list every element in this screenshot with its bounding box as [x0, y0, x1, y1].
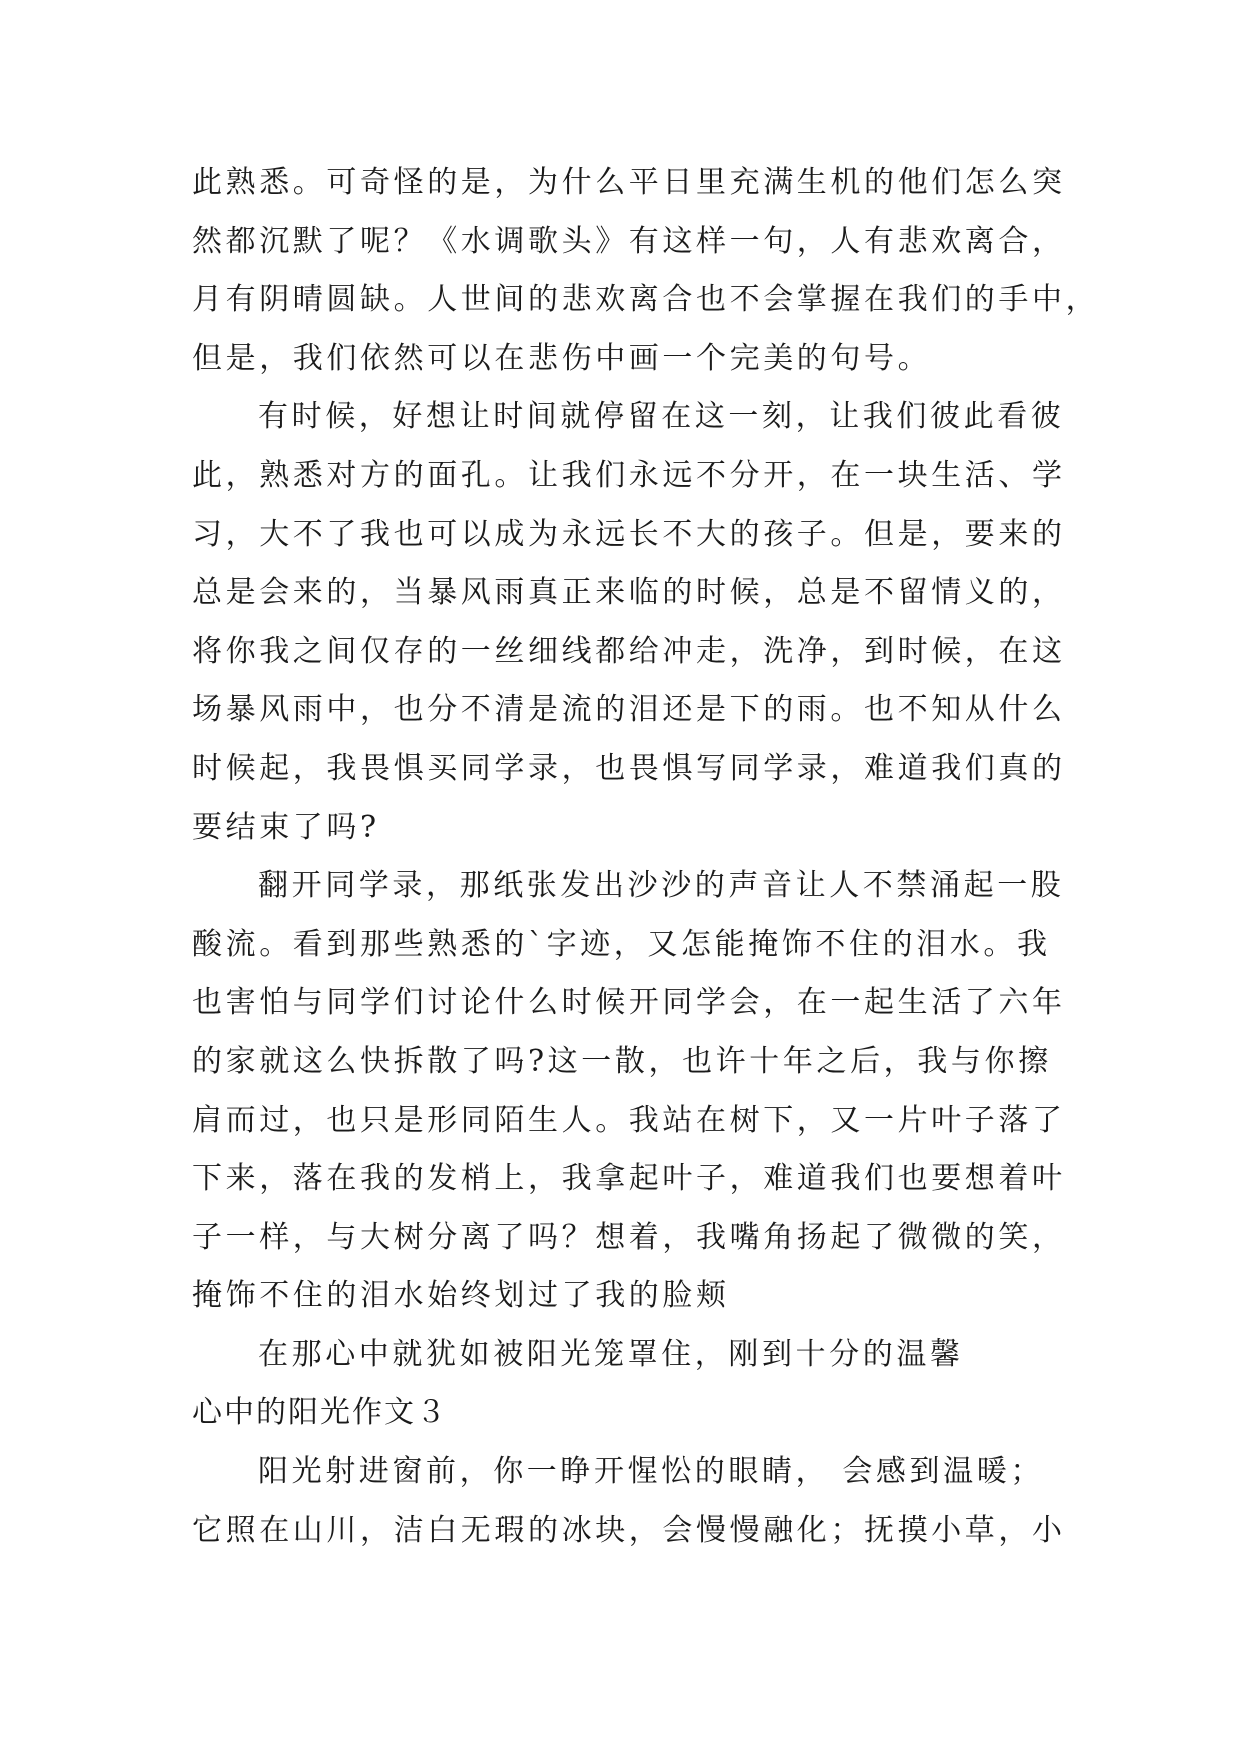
- text-line: 酸流。看到那些熟悉的`字迹，又怎能掩饰不住的泪水。我: [192, 926, 1051, 962]
- text-line: 有时候，好想让时间就停留在这一刻，让我们彼此看彼: [258, 399, 1065, 435]
- text-line: 此，熟悉对方的面孔。让我们永远不分开，在一块生活、学: [192, 457, 1066, 493]
- text-line: 子一样，与大树分离了吗？想着，我嘴角扬起了微微的笑，: [192, 1219, 1066, 1255]
- text-line: 要结束了吗?: [192, 809, 380, 845]
- text-line: 此熟悉。可奇怪的是，为什么平日里充满生机的他们怎么突: [192, 165, 1066, 200]
- text-line: 掩饰不住的泪水始终划过了我的脸颊: [192, 1278, 730, 1314]
- text-line: 将你我之间仅存的一丝细线都给冲走，洗净，到时候，在这: [192, 633, 1066, 669]
- text-line: 下来，落在我的发梢上，我拿起叶子，难道我们也要想着叶: [192, 1161, 1066, 1197]
- text-line: 总是会来的，当暴风雨真正来临的时候，总是不留情义的，: [192, 575, 1066, 611]
- text-line: 但是，我们依然可以在悲伤中画一个完美的句号。: [192, 340, 932, 376]
- text-line: 在那心中就犹如被阳光笼罩住，刚到十分的温馨: [258, 1336, 964, 1372]
- text-line: 时候起，我畏惧买同学录，也畏惧写同学录，难道我们真的: [192, 750, 1066, 786]
- text-line: 然都沉默了呢？《水调歌头》有这样一句，人有悲欢离合，: [192, 223, 1066, 259]
- text-line: 的家就这么快拆散了吗?这一散，也许十年之后，我与你擦: [192, 1043, 1052, 1079]
- text-line: 肩而过，也只是形同陌生人。我站在树下，又一片叶子落了: [192, 1102, 1066, 1138]
- section-heading: 心中的阳光作文３: [192, 1395, 448, 1431]
- text-line: 翻开同学录，那纸张发出沙沙的声音让人不禁涌起一股: [258, 868, 1065, 904]
- text-line: 场暴风雨中，也分不清是流的泪还是下的雨。也不知从什么: [192, 692, 1066, 728]
- document-body: [192, 154, 1100, 1560]
- text-line: 也害怕与同学们讨论什么时候开同学会，在一起生活了六年: [192, 985, 1066, 1021]
- text-line: 它照在山川，洁白无瑕的冰块，会慢慢融化；抚摸小草，小: [192, 1512, 1066, 1548]
- text-line: 习，大不了我也可以成为永远长不大的孩子。但是，要来的: [192, 516, 1066, 552]
- text-line: 阳光射进窗前，你一睁开惺忪的眼睛， 会感到温暖；: [258, 1454, 1044, 1490]
- text-line: 月有阴晴圆缺。人世间的悲欢离合也不会掌握在我们的手中，: [192, 282, 1100, 318]
